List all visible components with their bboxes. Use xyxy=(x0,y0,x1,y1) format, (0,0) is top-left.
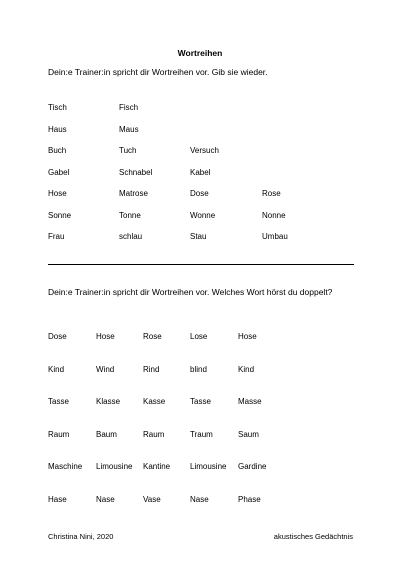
word-cell: Umbau xyxy=(262,232,288,241)
word-cell: Lose xyxy=(190,332,208,341)
word-cell: Raum xyxy=(143,429,165,439)
word-cell: Dose xyxy=(190,189,209,198)
word-cell: Kabel xyxy=(190,167,211,177)
word-cell: Buch xyxy=(48,146,67,155)
word-cell: Versuch xyxy=(190,146,219,155)
word-cell: Traum xyxy=(190,429,213,439)
word-cell: Hose xyxy=(96,332,115,341)
word-cell: Baum xyxy=(96,429,117,439)
divider xyxy=(48,264,354,265)
word-cell: Tisch xyxy=(48,103,67,112)
word-cell: Nase xyxy=(96,494,115,504)
word-cell: Haus xyxy=(48,124,67,134)
word-cell: Kantine xyxy=(143,462,171,471)
word-cell: Gardine xyxy=(238,462,267,471)
word-cell: Saum xyxy=(238,429,259,439)
word-cell: Gabel xyxy=(48,167,70,177)
word-cell: Maus xyxy=(119,124,139,134)
word-cell: Fisch xyxy=(119,103,139,112)
word-cell: Kind xyxy=(48,364,65,374)
word-cell: blind xyxy=(190,364,207,374)
word-cell: Hose xyxy=(238,332,257,341)
word-cell: Klasse xyxy=(96,397,121,406)
word-cell: Hase xyxy=(48,494,67,504)
word-cell: Vase xyxy=(143,494,161,504)
footer-topic: akustisches Gedächtnis xyxy=(273,532,353,541)
word-cell: Kind xyxy=(238,364,255,374)
word-cell: Matrose xyxy=(119,189,148,198)
word-cell: Limousine xyxy=(96,462,133,471)
word-cell: Kasse xyxy=(143,397,166,406)
word-cell: Dose xyxy=(48,332,67,341)
word-cell: Stau xyxy=(190,232,207,241)
word-cell: Hose xyxy=(48,189,67,198)
instruction-2: Dein:e Trainer:in spricht dir Wortreihen vor. Welches Wort hörst du doppelt? xyxy=(48,287,333,297)
word-cell: Rose xyxy=(143,332,162,341)
word-cell: Rind xyxy=(143,364,160,374)
word-cell: Nase xyxy=(190,494,209,504)
word-cell: Limousine xyxy=(190,462,227,471)
footer-author: Christina Nini, 2020 xyxy=(48,532,114,541)
word-cell: Wind xyxy=(96,364,115,374)
word-cell: Raum xyxy=(48,429,70,439)
word-cell: Schnabel xyxy=(119,167,153,177)
word-cell: Phase xyxy=(238,494,261,504)
word-cell: Masse xyxy=(238,397,262,406)
instruction-1: Dein:e Trainer:in spricht dir Wortreihen vor. Gib sie wieder. xyxy=(48,67,268,77)
word-cell: Frau xyxy=(48,232,65,241)
word-cell: schlau xyxy=(119,232,143,241)
word-cell: Wonne xyxy=(190,210,216,220)
word-cell: Sonne xyxy=(48,210,72,220)
word-cell: Tasse xyxy=(190,397,211,406)
word-cell: Rose xyxy=(262,189,281,198)
word-cell: Tasse xyxy=(48,397,69,406)
word-cell: Nonne xyxy=(262,210,286,220)
word-cell: Tonne xyxy=(119,210,141,220)
word-cell: Tuch xyxy=(119,146,137,155)
page-title: Wortreihen xyxy=(177,48,223,58)
word-cell: Maschine xyxy=(48,462,83,471)
